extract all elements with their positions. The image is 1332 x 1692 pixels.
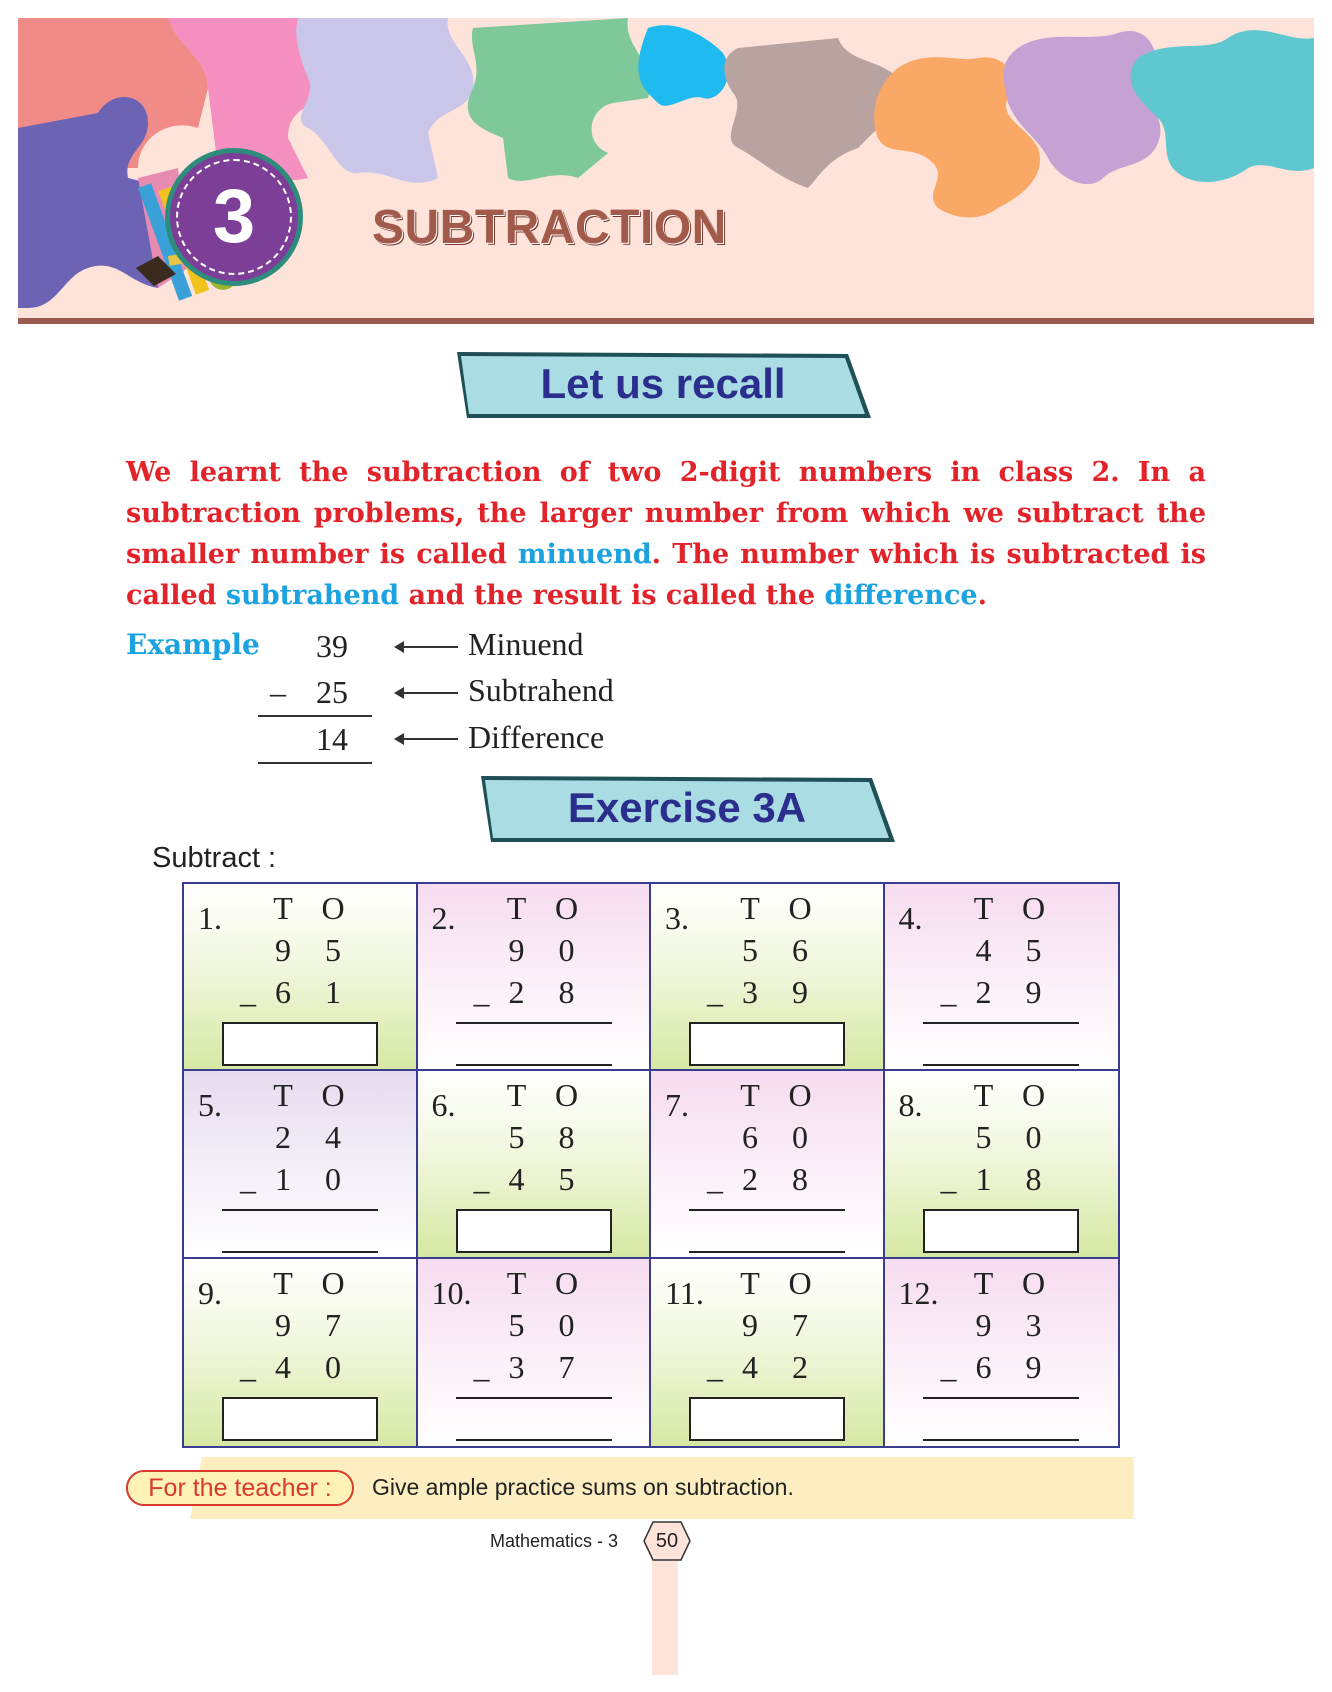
- ones-heading: O: [554, 1264, 579, 1301]
- example-term-minuend: Minuend: [468, 626, 584, 662]
- banner-divider: [18, 318, 1314, 324]
- teacher-note-text: Give ample practice sums on subtraction.: [372, 1474, 794, 1500]
- answer-rule-top: [222, 1209, 378, 1211]
- minus-sign: –: [940, 1171, 957, 1208]
- subtrahend-ones-digit: 2: [792, 1348, 808, 1385]
- subtrahend-tens-digit: 4: [742, 1348, 758, 1385]
- problem-number: 11.: [665, 1274, 704, 1311]
- exercise-grid: [182, 882, 1120, 1448]
- minuend-ones-digit: 4: [325, 1119, 341, 1156]
- teacher-note-label: For the teacher :: [126, 1470, 354, 1506]
- example-label: Example: [126, 628, 260, 661]
- minuend-tens-digit: 2: [275, 1119, 291, 1156]
- answer-box[interactable]: [456, 1209, 612, 1253]
- exercise-problem: [651, 884, 885, 1071]
- problem-number: 10.: [431, 1274, 472, 1311]
- minuend-tens-digit: 4: [975, 932, 992, 968]
- subtrahend-tens-digit: 2: [508, 974, 525, 1010]
- chapter-number: 3: [212, 174, 256, 259]
- problem-number: 7.: [665, 1087, 689, 1124]
- ones-heading: O: [1021, 890, 1046, 926]
- tens-heading: T: [506, 890, 527, 926]
- problem-number: 6.: [431, 1087, 456, 1124]
- example-minuend: 39: [316, 628, 348, 664]
- ones-heading: O: [321, 1264, 345, 1301]
- minuend-ones-digit: 0: [558, 932, 575, 968]
- minuend-ones-digit: 6: [792, 932, 808, 968]
- ones-heading: O: [321, 890, 345, 926]
- footer-strip: [652, 1545, 678, 1675]
- term-difference: difference: [824, 580, 978, 611]
- arrow-left-icon: [396, 738, 458, 740]
- subtrahend-ones-digit: 9: [1025, 974, 1042, 1010]
- minuend-ones-digit: 5: [1025, 932, 1042, 968]
- arrow-left-icon: [396, 692, 458, 694]
- answer-rule-top: [456, 1022, 612, 1024]
- ones-heading: O: [788, 890, 812, 926]
- tens-heading: T: [740, 890, 760, 926]
- example-term-subtrahend: Subtrahend: [468, 672, 614, 708]
- minus-sign: –: [940, 1358, 957, 1395]
- tens-heading: T: [273, 1264, 293, 1301]
- tens-heading: T: [740, 1264, 760, 1301]
- tens-heading: T: [740, 1077, 760, 1114]
- minus-sign: –: [240, 1171, 256, 1208]
- subtrahend-ones-digit: 9: [1025, 1348, 1042, 1385]
- tens-heading: T: [973, 1077, 994, 1114]
- minus-sign: –: [240, 984, 256, 1020]
- subtrahend-tens-digit: 6: [275, 974, 291, 1010]
- exercise-problem: [418, 1259, 652, 1446]
- exercise-problem: [885, 1259, 1119, 1446]
- subtrahend-tens-digit: 3: [508, 1348, 525, 1385]
- minuend-tens-digit: 9: [742, 1306, 758, 1343]
- tens-heading: T: [506, 1264, 527, 1301]
- answer-rule-bottom[interactable]: [923, 1439, 1079, 1441]
- page-number-badge: [643, 1521, 691, 1561]
- minuend-ones-digit: 7: [325, 1306, 341, 1343]
- subtrahend-tens-digit: 2: [975, 974, 992, 1010]
- example-minus-sign: –: [270, 674, 286, 710]
- exercise-problem: [184, 1259, 418, 1446]
- minuend-tens-digit: 9: [508, 932, 525, 968]
- chapter-title: SUBTRACTION: [372, 201, 727, 254]
- minuend-tens-digit: 9: [275, 932, 291, 968]
- footer-subject: Mathematics - 3: [490, 1531, 619, 1551]
- subtrahend-tens-digit: 6: [975, 1348, 992, 1385]
- minus-sign: –: [240, 1358, 256, 1395]
- answer-rule-bottom[interactable]: [456, 1064, 612, 1066]
- problem-number: 4.: [898, 900, 923, 936]
- subtrahend-ones-digit: 5: [558, 1161, 575, 1198]
- exercise-instruction: Subtract :: [152, 842, 277, 874]
- page-number: 50: [655, 1530, 679, 1552]
- subtrahend-ones-digit: 0: [325, 1161, 341, 1198]
- subtrahend-tens-digit: 3: [742, 974, 758, 1010]
- subtrahend-tens-digit: 4: [508, 1161, 525, 1198]
- subtrahend-tens-digit: 4: [275, 1348, 291, 1385]
- term-subtrahend: subtrahend: [225, 580, 400, 611]
- ones-heading: O: [554, 1077, 579, 1114]
- tens-heading: T: [273, 1077, 293, 1114]
- example-term-difference: Difference: [468, 719, 605, 755]
- problem-number: 9.: [198, 1274, 222, 1311]
- minuend-ones-digit: 0: [558, 1306, 575, 1343]
- intro-text-2: . The number which is subtracted is called: [126, 539, 1207, 611]
- subtrahend-ones-digit: 0: [325, 1348, 341, 1385]
- intro-text-4: .: [977, 580, 987, 611]
- minuend-ones-digit: 0: [1025, 1119, 1042, 1156]
- answer-box[interactable]: [222, 1397, 378, 1441]
- minus-sign: –: [473, 984, 490, 1020]
- subtrahend-tens-digit: 1: [275, 1161, 291, 1198]
- problem-number: 5.: [198, 1087, 222, 1124]
- minuend-ones-digit: 0: [792, 1119, 808, 1156]
- subtrahend-ones-digit: 8: [1025, 1161, 1042, 1198]
- answer-rule-bottom[interactable]: [923, 1064, 1079, 1066]
- minuend-tens-digit: 5: [742, 932, 758, 968]
- minuend-tens-digit: 9: [275, 1306, 291, 1343]
- answer-box[interactable]: [923, 1209, 1079, 1253]
- subtrahend-ones-digit: 1: [325, 974, 341, 1010]
- exercise-problem: [184, 884, 418, 1071]
- problem-number: 3.: [665, 900, 689, 936]
- answer-rule-top: [689, 1209, 845, 1211]
- ones-heading: O: [788, 1077, 812, 1114]
- subtrahend-ones-digit: 7: [558, 1348, 575, 1385]
- term-minuend: minuend: [517, 539, 652, 570]
- subtrahend-tens-digit: 2: [742, 1161, 758, 1198]
- exercise-problem: [885, 884, 1119, 1071]
- exercise-heading: Exercise 3A: [567, 784, 807, 831]
- minuend-ones-digit: 3: [1025, 1306, 1042, 1343]
- minus-sign: –: [707, 1171, 723, 1208]
- answer-rule-top: [456, 1397, 612, 1399]
- intro-text-3: and the result is called the: [399, 580, 825, 611]
- tens-heading: T: [973, 890, 994, 926]
- intro-text-1: We learnt the subtraction of two 2-digit numbers in class 2. In a subtraction problems, the larger number from which we subtract the smaller number is called: [126, 457, 1206, 570]
- ones-heading: O: [554, 890, 579, 926]
- subtrahend-ones-digit: 8: [558, 974, 575, 1010]
- minuend-tens-digit: 5: [975, 1119, 992, 1156]
- minuend-ones-digit: 8: [558, 1119, 575, 1156]
- answer-rule-bottom[interactable]: [689, 1251, 845, 1253]
- recall-heading: Let us recall: [540, 360, 786, 407]
- minus-sign: –: [473, 1171, 490, 1208]
- answer-box[interactable]: [222, 1022, 378, 1066]
- tens-heading: T: [506, 1077, 527, 1114]
- minuend-tens-digit: 9: [975, 1306, 992, 1343]
- example-difference: 14: [316, 721, 348, 757]
- example-rule-top: [258, 715, 372, 717]
- minuend-tens-digit: 6: [742, 1119, 758, 1156]
- minuend-tens-digit: 5: [508, 1119, 525, 1156]
- exercise-problem: [651, 1071, 885, 1258]
- minuend-ones-digit: 5: [325, 932, 341, 968]
- answer-rule-bottom[interactable]: [222, 1251, 378, 1253]
- subtrahend-tens-digit: 1: [975, 1161, 992, 1198]
- example-rule-bottom: [258, 762, 372, 764]
- tens-heading: T: [973, 1264, 994, 1301]
- answer-rule-bottom[interactable]: [456, 1439, 612, 1441]
- subtrahend-ones-digit: 9: [792, 974, 808, 1010]
- exercise-heading-tab: [477, 772, 897, 846]
- minuend-ones-digit: 7: [792, 1306, 808, 1343]
- problem-number: 8.: [898, 1087, 923, 1124]
- answer-box[interactable]: [689, 1397, 845, 1441]
- exercise-problem: [184, 1071, 418, 1258]
- problem-number: 12.: [898, 1274, 939, 1311]
- exercise-problem: [418, 884, 652, 1071]
- problem-number: 1.: [198, 900, 222, 936]
- recall-heading-tab: [453, 348, 873, 422]
- tens-heading: T: [273, 890, 293, 926]
- arrow-left-icon: [396, 646, 458, 648]
- minus-sign: –: [707, 1358, 723, 1395]
- ones-heading: O: [1021, 1077, 1046, 1114]
- subtrahend-ones-digit: 8: [792, 1161, 808, 1198]
- ones-heading: O: [321, 1077, 345, 1114]
- answer-rule-top: [923, 1397, 1079, 1399]
- chapter-number-badge: [165, 148, 303, 286]
- minus-sign: –: [473, 1358, 490, 1395]
- minus-sign: –: [940, 984, 957, 1020]
- exercise-problem: [418, 1071, 652, 1258]
- exercise-problem: [651, 1259, 885, 1446]
- ones-heading: O: [788, 1264, 812, 1301]
- example-subtrahend: 25: [316, 674, 348, 710]
- answer-rule-top: [923, 1022, 1079, 1024]
- ones-heading: O: [1021, 1264, 1046, 1301]
- minuend-tens-digit: 5: [508, 1306, 525, 1343]
- problem-number: 2.: [431, 900, 456, 936]
- minus-sign: –: [707, 984, 723, 1020]
- exercise-problem: [885, 1071, 1119, 1258]
- answer-box[interactable]: [689, 1022, 845, 1066]
- intro-paragraph: [126, 452, 1206, 616]
